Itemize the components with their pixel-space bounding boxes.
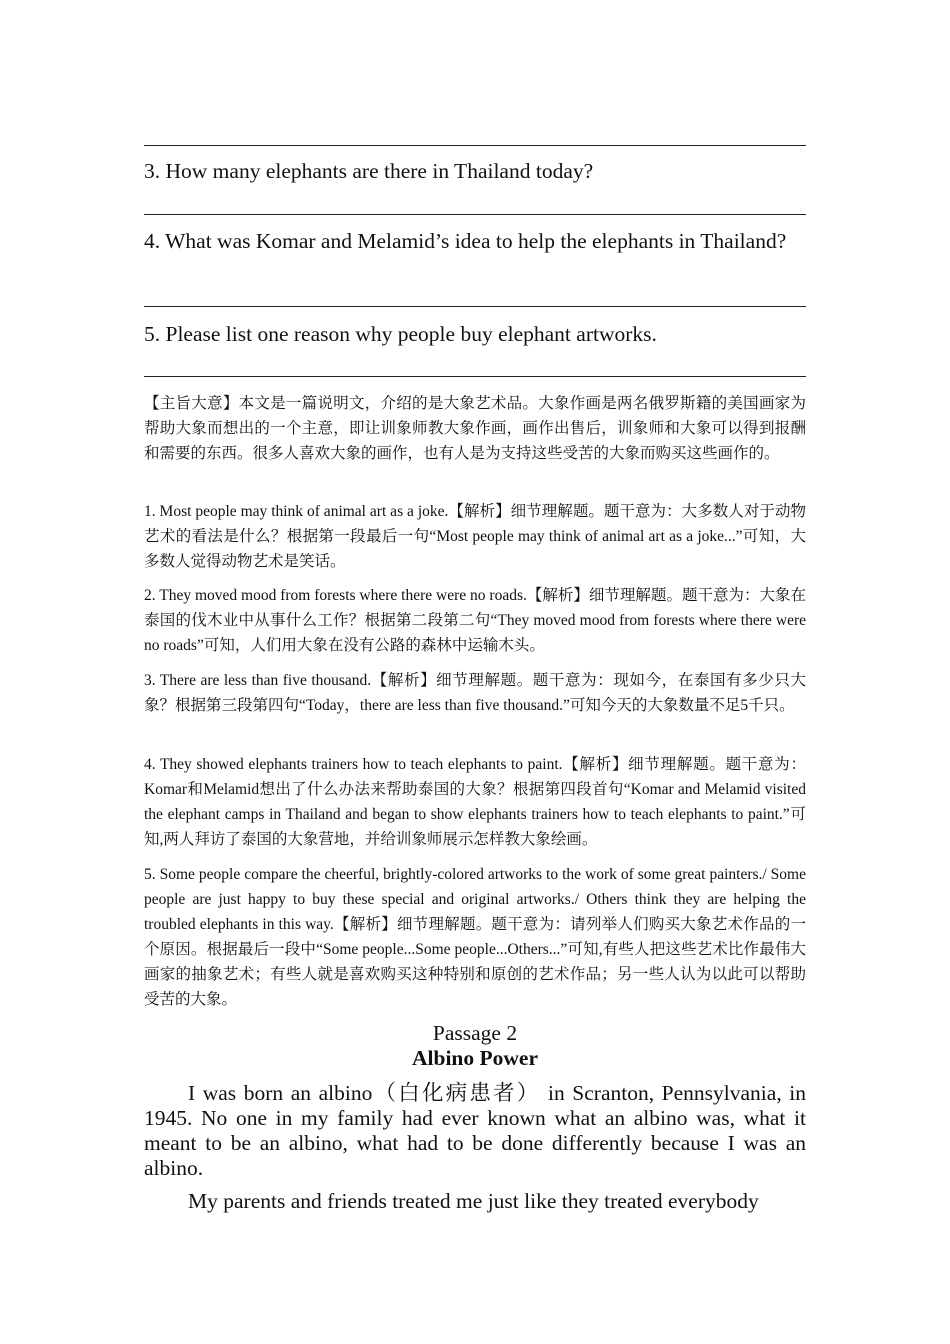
question-5: 5. Please list one reason why people buy elephant artworks.	[144, 322, 657, 346]
answer-line[interactable]	[144, 306, 806, 307]
answer-explanation-2: 2. They moved mood from forests where there were no roads.【解析】细节理解题。题干意为：大象在泰国的伐木业中从事什么工作？根据第二段第二句“They moved mood from forests where there were no roads”可知，人们用大象在没有公路的森林中运输木头。	[144, 587, 806, 654]
answer-line[interactable]	[144, 214, 806, 215]
passage-paragraph-2: My parents and friends treated me just like they treated everybody	[188, 1189, 759, 1213]
passage-paragraph-1: I was born an albino（白化病患者） in Scranton, Pennsylvania, in 1945. No one in my family had ever known what an albino was, what it meant to be an albino, what had to be done differently because I was an albino.	[144, 1081, 806, 1180]
answer-line[interactable]	[144, 376, 806, 377]
question-3: 3. How many elephants are there in Thailand today?	[144, 159, 594, 183]
passage-title: Albino Power	[411, 1046, 538, 1070]
answer-explanation-1: 1. Most people may think of animal art as a joke.【解析】细节理解题。题干意为：大多数人对于动物艺术的看法是什么？根据第一段最后一句“Most people may think of animal art as a joke...”可知，大多数人觉得动物艺术是笑话。	[144, 503, 806, 570]
summary-paragraph: 【主旨大意】本文是一篇说明文，介绍的是大象艺术品。大象作画是两名俄罗斯籍的美国画家为帮助大象而想出的一个主意，即让训象师教大象作画，画作出售后，训象师和大象可以得到报酬和需要的东西。很多人喜欢大象的画作，也有人是为支持这些受苦的大象而购买这些画作的。	[144, 395, 806, 462]
question-4: 4. What was Komar and Melamid’s idea to help the elephants in Thailand?	[144, 229, 787, 253]
answer-explanation-3: 3. There are less than five thousand.【解析】细节理解题。题干意为：现如今，在泰国有多少只大象？根据第三段第四句“Today，there are less than five thousand.”可知今天的大象数量不足5千只。	[144, 672, 806, 714]
answer-explanation-5: 5. Some people compare the cheerful, brightly-colored artworks to the work of some great painters./ Some people are just happy to buy these special and original artworks./ Others think they are helping the troubled elephants in this way.【解析】细节理解题。题干意为：请列举人们购买大象艺术作品的一个原因。根据最后一段中“Some people...Some people...Others...”可知,有些人把这些艺术比作最伟大画家的抽象艺术；有些人就是喜欢购买这种特别和原创的艺术作品；另一些人认为以此可以帮助受苦的大象。	[144, 866, 806, 1008]
answer-explanation-4: 4. They showed elephants trainers how to teach elephants to paint.【解析】细节理解题。题干意为：Komar和Melamid想出了什么办法来帮助泰国的大象？根据第四段首句“Komar and Melamid visited the elephant camps in Thailand and began to show elephants trainers how to teach elephants to paint.”可知,两人拜访了泰国的大象营地，并给训象师展示怎样教大象绘画。	[144, 756, 806, 848]
answer-line[interactable]	[144, 145, 806, 146]
passage-label: Passage 2	[432, 1021, 518, 1045]
